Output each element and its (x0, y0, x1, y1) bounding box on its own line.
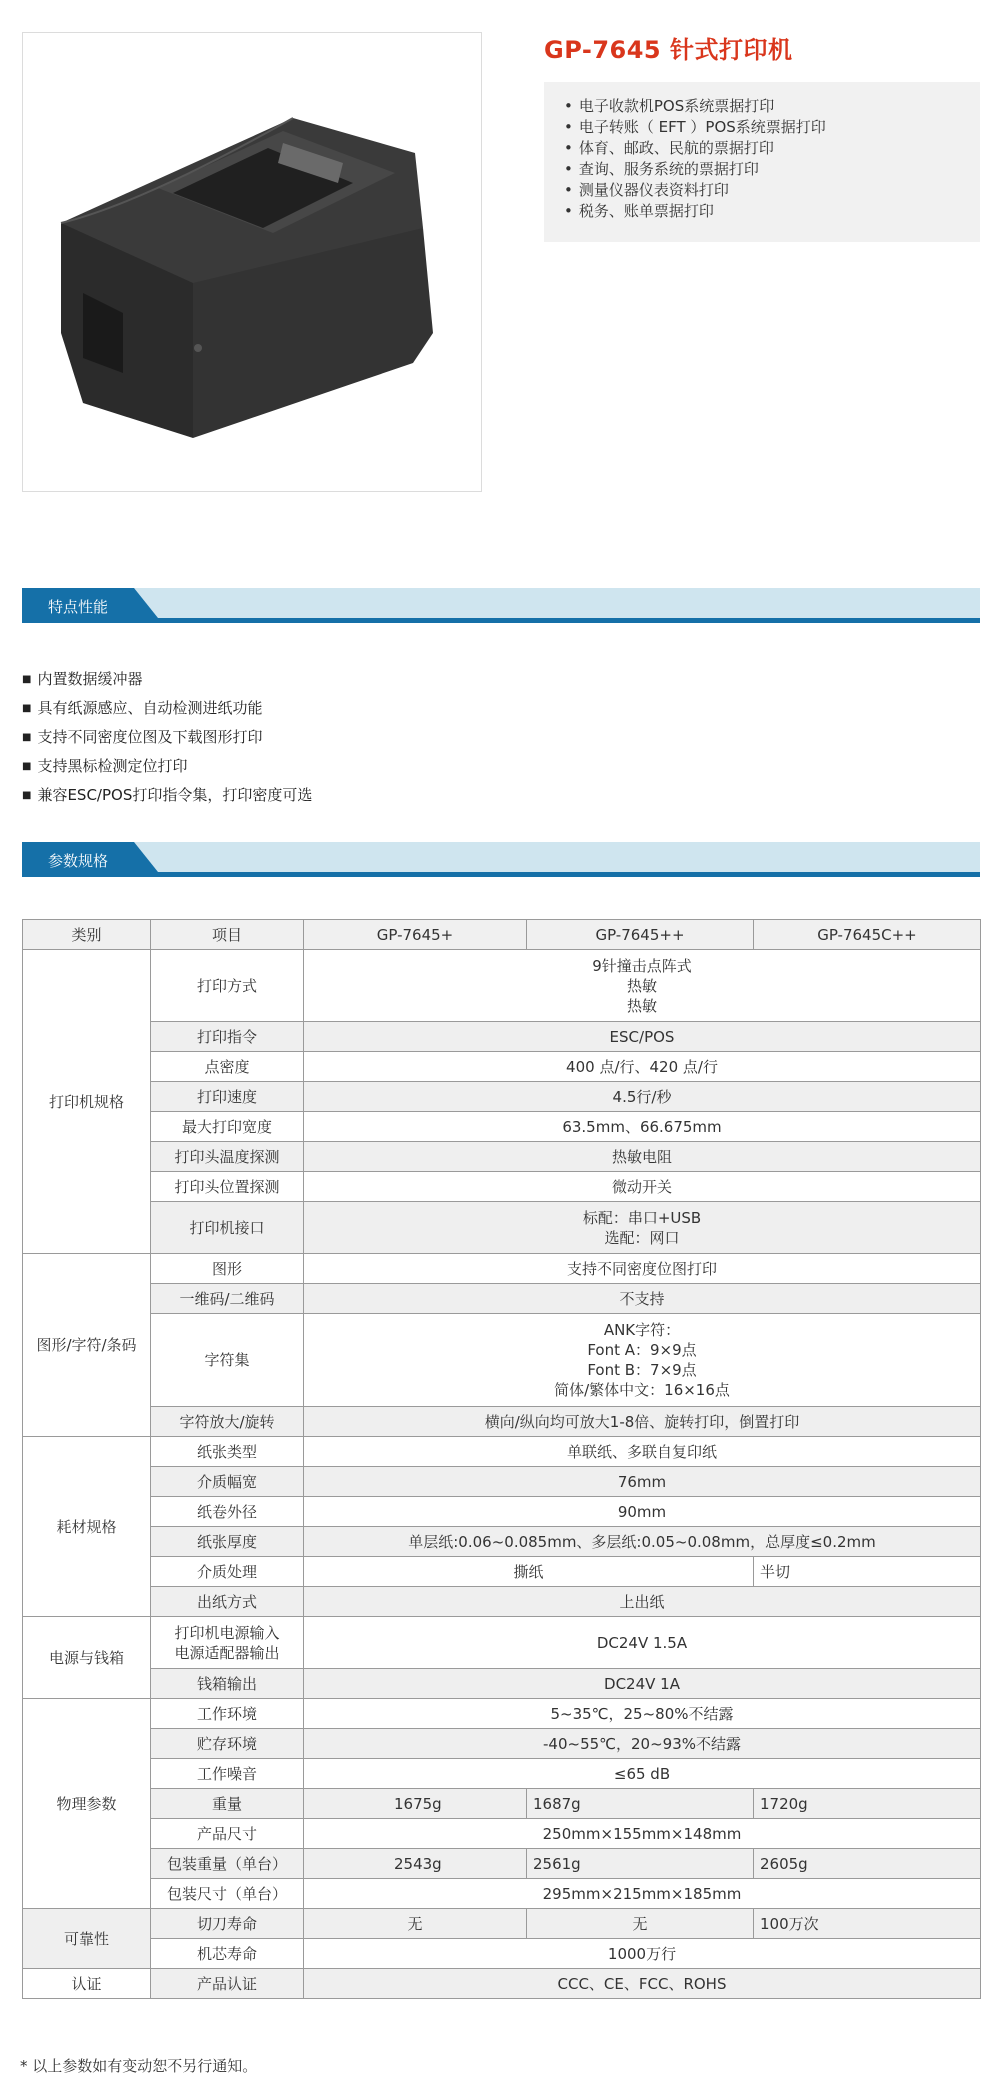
table-row (23, 1202, 981, 1254)
table-row (23, 1879, 981, 1909)
category-cell: 耗材规格 (23, 1437, 151, 1617)
item-cell: 包装重量（单台） (151, 1849, 304, 1879)
item-cell: 打印头温度探测 (151, 1142, 304, 1172)
item-cell: 纸张类型 (151, 1437, 304, 1467)
value-cell: DC24V 1.5A (304, 1617, 981, 1669)
item-cell: 机芯寿命 (151, 1939, 304, 1969)
table-row (23, 1172, 981, 1202)
table-row (23, 1789, 981, 1819)
item-cell: 字符集 (151, 1314, 304, 1407)
table-row (23, 1112, 981, 1142)
table-row (23, 1254, 981, 1284)
column-header: 类别 (23, 920, 151, 950)
application-list-box (544, 82, 980, 242)
table-row (23, 1022, 981, 1052)
value-cell: 90mm (304, 1497, 981, 1527)
table-row (23, 1587, 981, 1617)
table-row (23, 1142, 981, 1172)
item-cell: 图形 (151, 1254, 304, 1284)
category-cell: 认证 (23, 1969, 151, 1999)
value-line: 热敏 (626, 996, 657, 1015)
item-cell: 贮存环境 (151, 1729, 304, 1759)
footnote: * 以上参数如有变动恕不另行通知。 (20, 2057, 258, 2075)
value-cell: 250mm×155mm×148mm (304, 1819, 981, 1849)
table-row (23, 1527, 981, 1557)
application-item: • 测量仪器仪表资料打印 (564, 180, 980, 201)
table-row (23, 1909, 981, 1939)
value-cell: 1687g (527, 1789, 754, 1819)
item-cell: 产品尺寸 (151, 1819, 304, 1849)
specs-section-header (22, 842, 980, 878)
value-cell: 1000万行 (304, 1939, 981, 1969)
item-cell: 工作环境 (151, 1699, 304, 1729)
table-row (23, 1939, 981, 1969)
table-row (23, 1969, 981, 1999)
item-cell: 切刀寿命 (151, 1909, 304, 1939)
table-row (23, 1082, 981, 1112)
application-list (564, 96, 980, 222)
item-cell: 钱箱输出 (151, 1669, 304, 1699)
category-cell: 图形/字符/条码 (23, 1254, 151, 1437)
item-cell: 打印指令 (151, 1022, 304, 1052)
category-cell: 电源与钱箱 (23, 1617, 151, 1699)
value-cell: 100万次 (754, 1909, 981, 1939)
column-header: 项目 (151, 920, 304, 950)
table-row (23, 1407, 981, 1437)
category-cell: 打印机规格 (23, 950, 151, 1254)
item-cell: 出纸方式 (151, 1587, 304, 1617)
table-row (23, 1497, 981, 1527)
item-cell: 打印机接口 (151, 1202, 304, 1254)
feature-item: ■ 支持不同密度位图及下载图形打印 (22, 724, 312, 753)
application-item: • 体育、邮政、民航的票据打印 (564, 138, 980, 159)
value-cell (304, 1202, 981, 1254)
value-cell: 63.5mm、66.675mm (304, 1112, 981, 1142)
value-cell: 1720g (754, 1789, 981, 1819)
product-title: GP-7645 针式打印机 (544, 36, 793, 64)
item-cell: 包装尺寸（单台） (151, 1879, 304, 1909)
value-line: Font A：9×9点 (587, 1341, 697, 1359)
value-cell: 无 (304, 1909, 527, 1939)
value-cell: 不支持 (304, 1284, 981, 1314)
feature-list (22, 666, 312, 811)
section-bar-line (22, 872, 980, 877)
category-cell: 可靠性 (23, 1909, 151, 1969)
table-row (23, 1819, 981, 1849)
item-cell: 字符放大/旋转 (151, 1407, 304, 1437)
value-line: Font B：7×9点 (587, 1361, 697, 1379)
table-row (23, 1052, 981, 1082)
value-line: 选配：网口 (604, 1228, 680, 1247)
table-row (23, 1617, 981, 1669)
item-cell: 点密度 (151, 1052, 304, 1082)
value-cell: 半切 (754, 1557, 981, 1587)
value-cell: 2561g (527, 1849, 754, 1879)
item-cell: 打印头位置探测 (151, 1172, 304, 1202)
table-row (23, 1669, 981, 1699)
application-item: • 电子收款机POS系统票据打印 (564, 96, 980, 117)
feature-item: ■ 支持黑标检测定位打印 (22, 753, 312, 782)
value-cell: 热敏电阻 (304, 1142, 981, 1172)
value-cell: 400 点/行、420 点/行 (304, 1052, 981, 1082)
application-item: • 电子转账（ EFT ）POS系统票据打印 (564, 117, 980, 138)
value-cell: 微动开关 (304, 1172, 981, 1202)
value-line: ANK字符： (603, 1321, 681, 1339)
value-cell: 2605g (754, 1849, 981, 1879)
section-title: 参数规格 (48, 852, 109, 870)
table-row (23, 1437, 981, 1467)
item-cell: 纸卷外径 (151, 1497, 304, 1527)
application-item: • 税务、账单票据打印 (564, 201, 980, 222)
item-line: 电源适配器输出 (174, 1643, 280, 1662)
value-cell (304, 1314, 981, 1407)
column-header: GP-7645C++ (754, 920, 981, 950)
category-cell: 物理参数 (23, 1699, 151, 1909)
item-cell: 重量 (151, 1789, 304, 1819)
item-cell: 最大打印宽度 (151, 1112, 304, 1142)
table-row (23, 1314, 981, 1407)
value-cell: 横向/纵向均可放大1-8倍、旋转打印，倒置打印 (304, 1407, 981, 1437)
section-bar-background (22, 842, 980, 872)
value-line: 热敏 (626, 976, 657, 995)
value-cell: 无 (527, 1909, 754, 1939)
section-title: 特点性能 (48, 598, 109, 616)
item-cell: 一维码/二维码 (151, 1284, 304, 1314)
feature-item: ■ 内置数据缓冲器 (22, 666, 312, 695)
value-cell: 上出纸 (304, 1587, 981, 1617)
table-row (23, 1759, 981, 1789)
value-cell: 支持不同密度位图打印 (304, 1254, 981, 1284)
value-line: 简体/繁体中文：16×16点 (554, 1381, 730, 1399)
item-cell: 工作噪音 (151, 1759, 304, 1789)
value-cell (304, 950, 981, 1022)
features-section-header (22, 588, 980, 624)
section-bar-line (22, 618, 980, 623)
column-header: GP-7645+ (304, 920, 527, 950)
value-line: 标配：串口+USB (582, 1208, 702, 1227)
table-row (23, 1729, 981, 1759)
table-row (23, 1557, 981, 1587)
item-cell: 打印速度 (151, 1082, 304, 1112)
value-cell: 295mm×215mm×185mm (304, 1879, 981, 1909)
spec-table (22, 919, 981, 1999)
column-header: GP-7645++ (527, 920, 754, 950)
value-cell: 76mm (304, 1467, 981, 1497)
value-cell: 1675g (304, 1789, 527, 1819)
item-cell: 纸张厚度 (151, 1527, 304, 1557)
item-cell: 产品认证 (151, 1969, 304, 1999)
item-cell: 介质处理 (151, 1557, 304, 1587)
value-cell: 撕纸 (304, 1557, 754, 1587)
value-cell: ESC/POS (304, 1022, 981, 1052)
value-cell: DC24V 1A (304, 1669, 981, 1699)
table-row (23, 1849, 981, 1879)
value-cell: -40~55℃，20~93%不结露 (304, 1729, 981, 1759)
value-cell: 4.5行/秒 (304, 1082, 981, 1112)
value-cell: 单层纸:0.06~0.085mm、多层纸:0.05~0.08mm，总厚度≤0.2mm (304, 1527, 981, 1557)
value-line: 9针撞击点阵式 (592, 956, 692, 975)
value-cell: ≤65 dB (304, 1759, 981, 1789)
value-cell: 单联纸、多联自复印纸 (304, 1437, 981, 1467)
value-cell: 2543g (304, 1849, 527, 1879)
feature-item: ■ 兼容ESC/POS打印指令集，打印密度可选 (22, 782, 312, 811)
table-row (23, 1467, 981, 1497)
item-cell: 打印方式 (151, 950, 304, 1022)
table-row (23, 950, 981, 1022)
item-line: 打印机电源输入 (174, 1623, 280, 1642)
application-item: • 查询、服务系统的票据打印 (564, 159, 980, 180)
item-cell (151, 1617, 304, 1669)
value-cell: CCC、CE、FCC、ROHS (304, 1969, 981, 1999)
table-row (23, 1284, 981, 1314)
value-cell: 5~35℃，25~80%不结露 (304, 1699, 981, 1729)
section-bar-background (22, 588, 980, 618)
table-row (23, 1699, 981, 1729)
feature-item: ■ 具有纸源感应、自动检测进纸功能 (22, 695, 312, 724)
product-photo (22, 32, 482, 492)
table-header-row (23, 920, 981, 950)
item-cell: 介质幅宽 (151, 1467, 304, 1497)
